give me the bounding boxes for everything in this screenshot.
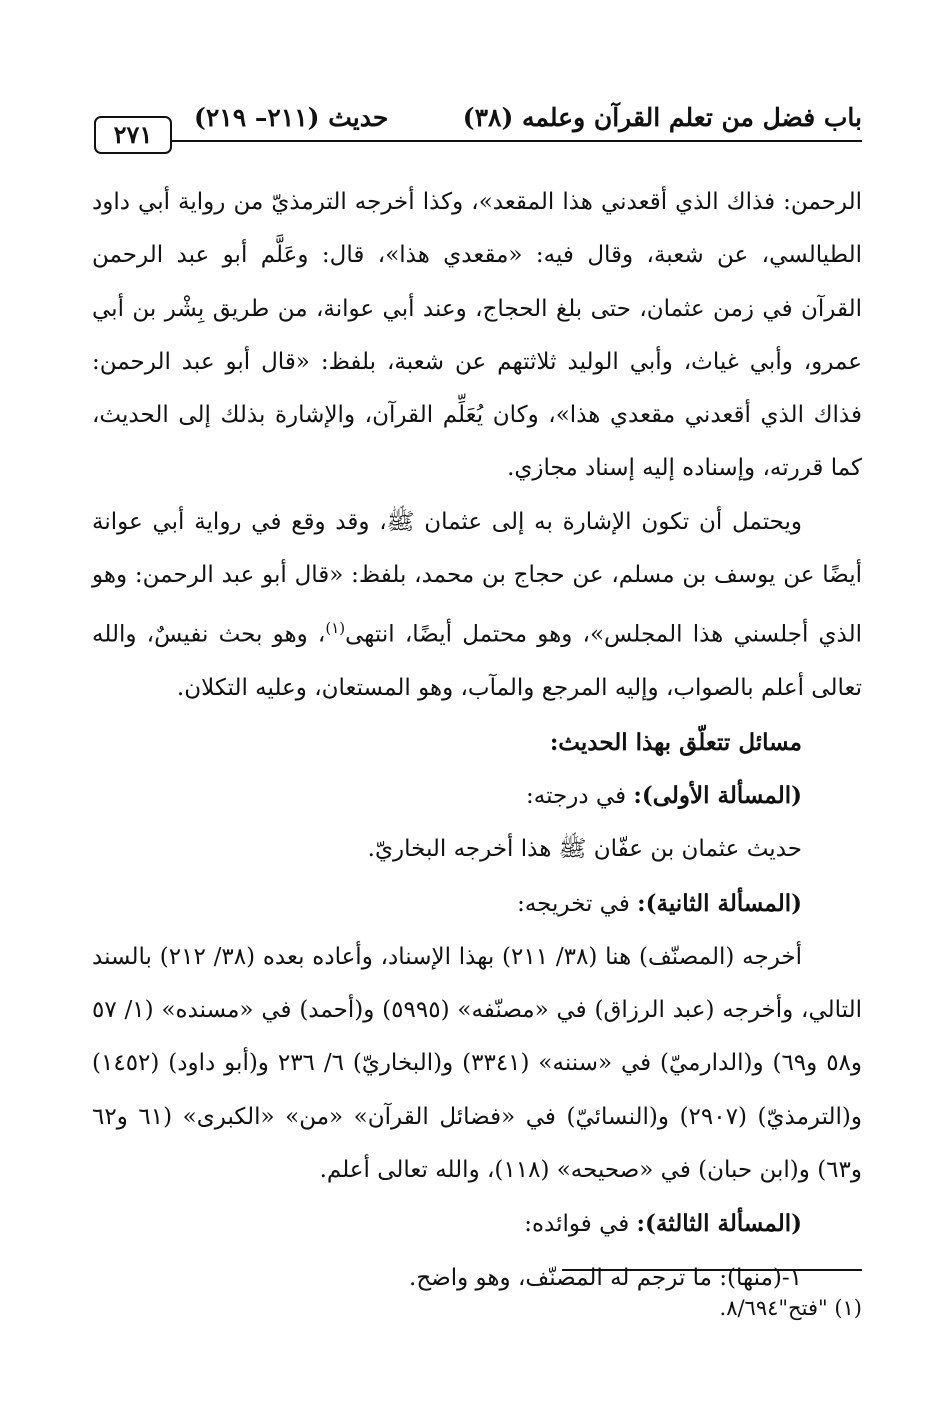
issue-1-heading	[92, 769, 862, 823]
paragraph-1: الرحمن: فذاك الذي أقعدني هذا المقعد»، وكذا أخرجه الترمذيّ من رواية أبي داود الطيالسي، عن شعبة، وقال فيه: «مقعدي هذا»، قال: وعَلَّم أبو عبد الرحمن القرآن في زمن عثمان، حتى بلغ الحجاج، وعند أبي عوانة، من طريق بِشْر بن أبي عمرو، وأبي غياث، وأبي الوليد ثلاثتهم عن شعبة، بلفظ: «قال أبو عبد الرحمن: فذاك الذي أقعدني مقعدي هذا»، وكان يُعَلِّم القرآن، والإشارة بذلك إلى الحديث، كما قررته، وإسناده إليه إسناد مجازي.	[92, 189, 862, 482]
issue-3-heading	[92, 1197, 862, 1251]
paragraph-2-text: ويحتمل أن تكون الإشارة به إلى عثمان ﷺ، وقد وقع في رواية أبي عوانة أيضًا عن يوسف بن مسلم، عن حجاج بن محمد، بلفظ: «قال أبو عبد الرحمن: وهو الذي أجلسني هذا المجلس»، وهو محتمل أيضًا، انتهى	[92, 508, 862, 649]
footnote-rule	[562, 1269, 862, 1271]
page-header	[90, 98, 862, 160]
footnote-marker: (١)	[325, 619, 346, 638]
paragraph-3: أخرجه (المصنّف) هنا (٣٨/ ٢١١) بهذا الإسناد، وأعاده بعده (٣٨/ ٢١٢) بالسند التالي، وأخرجه (عبد الرزاق) في «مصنّفه» (٥٩٩٥) و(أحمد) في «مسنده» (١/ ٥٧ و٥٨ و٦٩) و(الدارميّ) في «سننه» (٣٣٤١) و(البخاريّ) ٦/ ٢٣٦ و(أبو داود) (١٤٥٢) و(الترمذيّ) (٢٩٠٧) و(النسائيّ) في «فضائل القرآن» «من» «الكبرى» (٦١ و٦٢ و٦٣) و(ابن حبان) في «صحيحه» (١١٨)، والله تعالى أعلم.	[92, 943, 863, 1183]
issue-1-body: حديث عثمان بن عفّان ﷺ هذا أخرجه البخاريّ.	[367, 836, 802, 863]
issue-2-heading	[92, 877, 862, 931]
issue-3-label: (المسألة الثالثة):	[636, 1210, 802, 1238]
issue-3-topic: في فوائده:	[524, 1211, 637, 1238]
issue-1-label: (المسألة الأولى):	[633, 781, 802, 809]
issue-1-topic: في درجته:	[526, 782, 634, 809]
chapter-title: (٣٨) باب فضل من تعلم القرآن وعلمه	[462, 103, 862, 132]
header-rule	[172, 140, 862, 142]
issue-2-label: (المسألة الثانية):	[637, 889, 802, 917]
footnote-1: (١) "فتح"٨/٦٩٤.	[719, 1296, 862, 1320]
page-body	[92, 176, 862, 1305]
section-heading: مسائل تتعلّق بهذا الحديث:	[549, 728, 802, 756]
paragraph-2-rest: ، وهو بحث نفيسٌ، والله تعالى أعلم بالصواب، وإليه المرجع والمآب، وهو المستعان، وعليه التكلان.	[92, 622, 862, 702]
hadith-range: حديث (٢١١– ٢١٩)	[194, 103, 389, 132]
paragraph-2	[92, 496, 862, 716]
issue-2-topic: في تخريجه:	[517, 890, 638, 917]
page-number: ٢٧١	[94, 116, 172, 154]
benefit-item-1: ١-(منها): ما ترجم له المصنّف، وهو واضح.	[409, 1264, 802, 1291]
